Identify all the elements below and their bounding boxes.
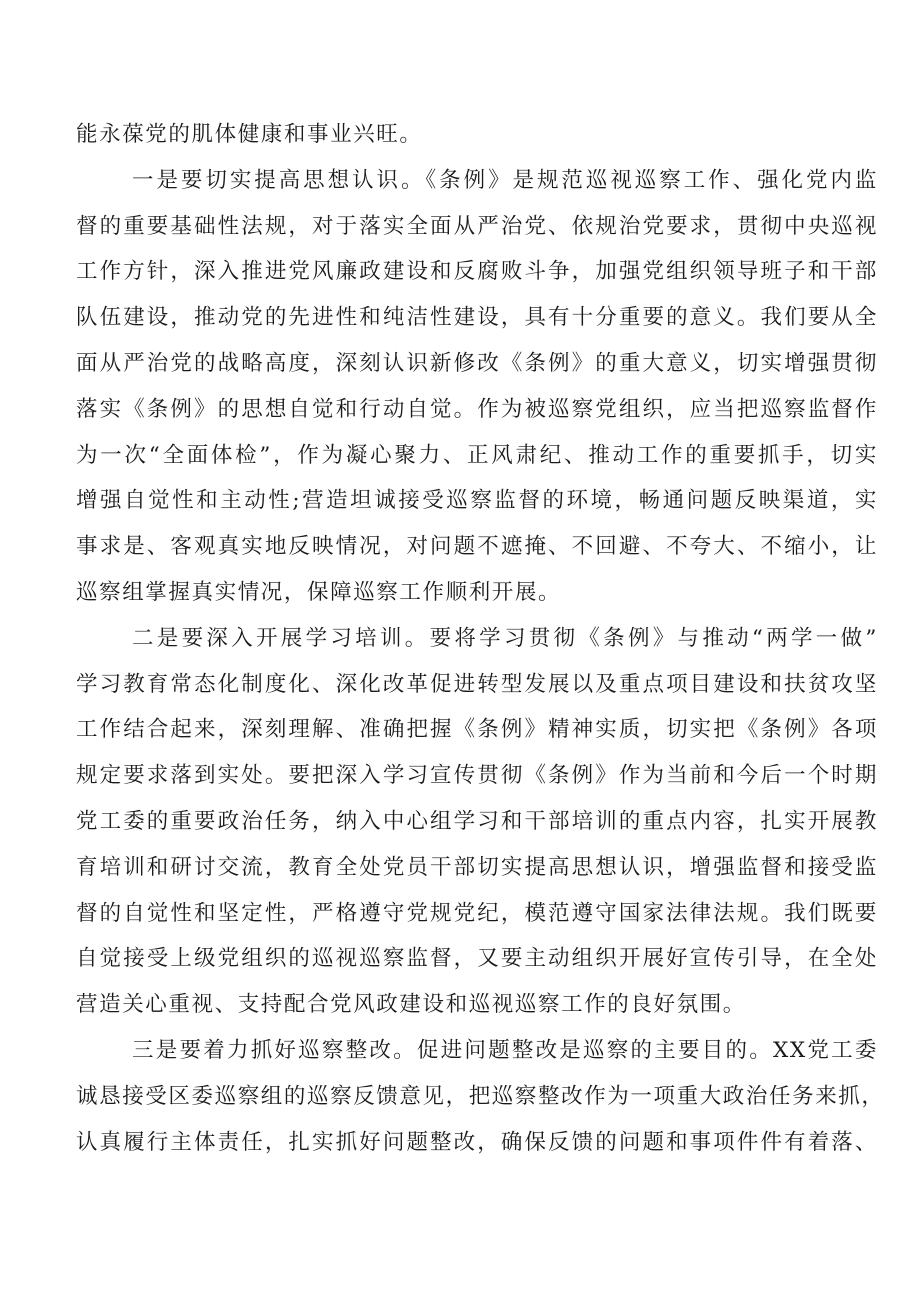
text-line: 巡察组掌握真实情况，保障巡察工作顺利开展。 [76, 579, 562, 605]
text-line: 学习教育常态化制度化、深化改革促进转型发展以及重点项目建设和扶贫攻坚 [76, 671, 878, 697]
text-line: 督的重要基础性法规，对于落实全面从严治党、依规治党要求，贯彻中央巡视 [76, 213, 878, 239]
text-line: 诚恳接受区委巡察组的巡察反馈意见，把巡察整改作为一项重大政治任务来抓， [76, 1083, 885, 1109]
text-line: 三是要着力抓好巡察整改。促进问题整改是巡察的主要目的。XX党工委 [132, 1037, 878, 1063]
text-line: 能永葆党的肌体健康和事业兴旺。 [76, 122, 423, 147]
text-line: 一是要切实提高思想认识。《条例》是规范巡视巡察工作、强化党内监 [132, 167, 878, 193]
text-line: 面从严治党的战略高度，深刻认识新修改《条例》的重大意义，切实增强贯彻 [76, 350, 878, 376]
text-line: 党工委的重要政治任务，纳入中心组学习和干部培训的重点内容，扎实开展教 [76, 808, 878, 834]
text-line: 认真履行主体责任，扎实抓好问题整改，确保反馈的问题和事项件件有着落、 [76, 1129, 878, 1155]
text-line: 增强自觉性和主动性;营造坦诚接受巡察监督的环境，畅通问题反映渠道，实 [76, 488, 878, 514]
paragraph-continuation [76, 112, 878, 158]
text-line: 为一次“全面体检”，作为凝心聚力、正风肃纪、推动工作的重要抓手，切实 [76, 442, 878, 468]
text-line: 规定要求落到实处。要把深入学习宣传贯彻《条例》作为当前和今后一个时期 [76, 763, 878, 789]
text-line: 督的自觉性和坚定性，严格遵守党规党纪，模范遵守国家法律法规。我们既要 [76, 900, 878, 926]
text-line: 育培训和研讨交流，教育全处党员干部切实提高思想认识，增强监督和接受监 [76, 854, 878, 880]
paragraph-study-training [76, 616, 878, 1028]
text-line: 工作方针，深入推进党风廉政建设和反腐败斗争，加强党组织领导班子和干部 [76, 259, 878, 285]
paragraph-raise-awareness [76, 158, 878, 616]
text-line: 事求是、客观真实地反映情况，对问题不遮掩、不回避、不夸大、不缩小，让 [76, 534, 878, 560]
text-line: 二是要深入开展学习培训。要将学习贯彻《条例》与推动“两学一做” [132, 625, 878, 651]
text-line: 自觉接受上级党组织的巡视巡察监督，又要主动组织开展好宣传引导，在全处 [76, 946, 878, 972]
text-line: 工作结合起来，深刻理解、准确把握《条例》精神实质，切实把《条例》各项 [76, 717, 878, 743]
text-line: 队伍建设，推动党的先进性和纯洁性建设，具有十分重要的意义。我们要从全 [76, 305, 878, 331]
text-line: 营造关心重视、支持配合党风政建设和巡视巡察工作的良好氛围。 [76, 992, 746, 1018]
text-line: 落实《条例》的思想自觉和行动自觉。作为被巡察党组织，应当把巡察监督作 [76, 396, 878, 422]
paragraph-rectification [76, 1028, 885, 1165]
document-body [76, 112, 885, 1165]
